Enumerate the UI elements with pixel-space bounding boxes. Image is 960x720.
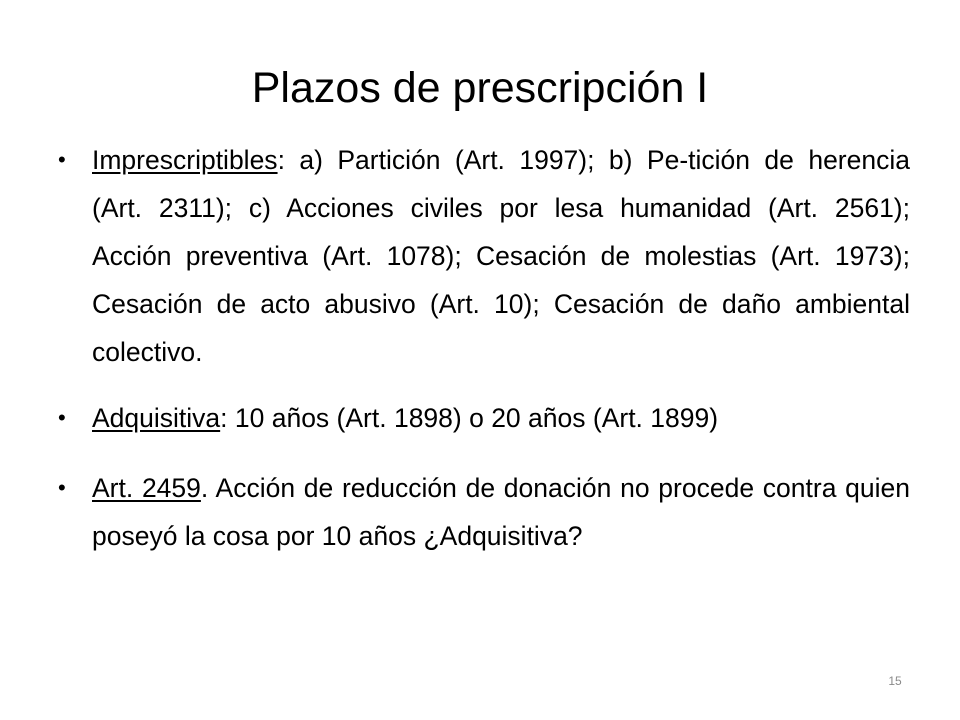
bullet-lead: Imprescriptibles xyxy=(92,145,278,175)
bullet-dot-icon: • xyxy=(58,475,66,500)
page-number: 15 xyxy=(888,674,902,688)
bullet-lead: Adquisitiva xyxy=(92,403,221,433)
bullet-list xyxy=(58,136,910,578)
bullet-imprescriptibles xyxy=(58,136,910,376)
bullet-text: : a) Partición (Art. 1997); b) Pe-tición de herencia (Art. 2311); c) Acciones civiles por lesa humanidad (Art. 2561); Acción preventiva (Art. 1078); Cesación de molestias (Art. 1973); Cesación de acto abusivo (Art. 10); Cesación de daño ambiental colectivo. xyxy=(92,145,910,367)
bullet-lead: Art. 2459 xyxy=(92,473,201,503)
bullet-dot-icon: • xyxy=(58,147,66,172)
bullet-dot-icon: • xyxy=(58,405,66,430)
bullet-art-2459 xyxy=(58,464,910,560)
bullet-text: . Acción de reducción de donación no procede contra quien poseyó la cosa por 10 años ¿Adquisitiva? xyxy=(92,473,910,551)
bullet-adquisitiva xyxy=(58,394,910,442)
bullet-text: : 10 años (Art. 1898) o 20 años (Art. 1899) xyxy=(220,403,719,433)
slide-title: Plazos de prescripción I xyxy=(251,64,709,112)
